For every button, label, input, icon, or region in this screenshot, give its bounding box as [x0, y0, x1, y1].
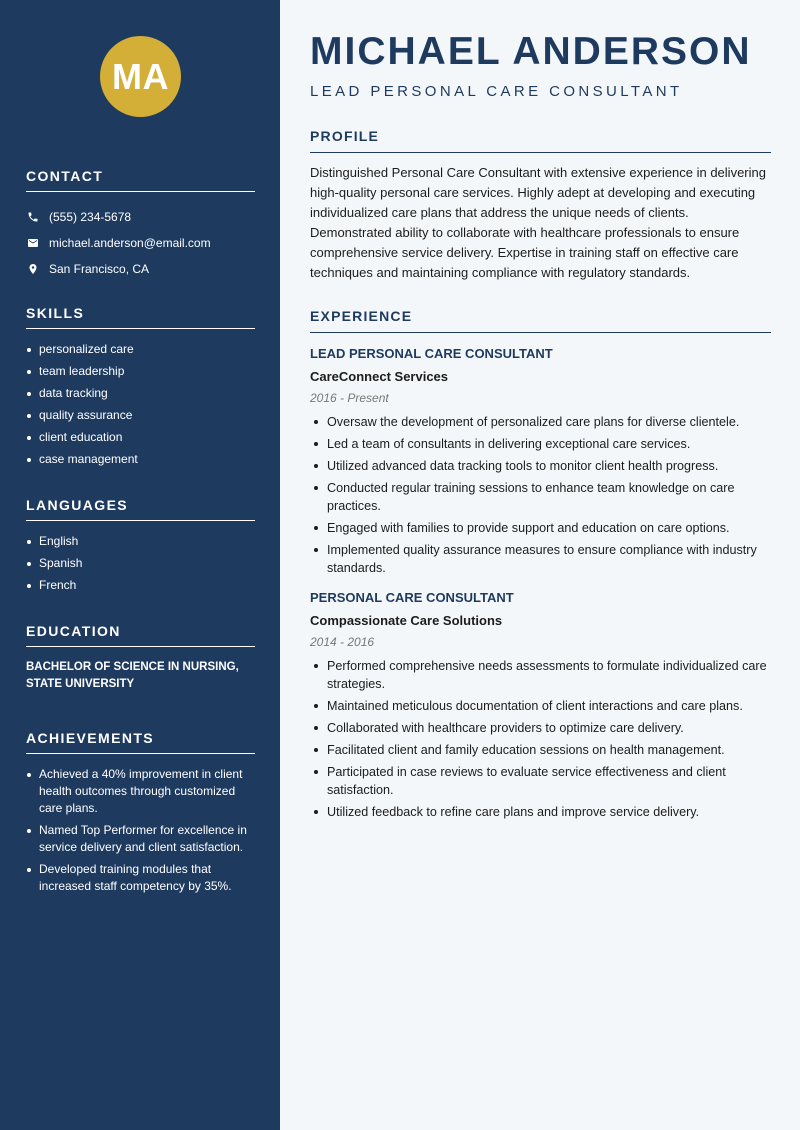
avatar-initials: MA [112, 55, 169, 97]
job-entry [310, 345, 771, 577]
skills-list [26, 341, 255, 468]
achievements-title: ACHIEVEMENTS [26, 730, 255, 754]
email-text[interactable]: michael.anderson@email.com [49, 236, 211, 250]
languages-list [26, 533, 255, 594]
location-text: San Francisco, CA [49, 262, 150, 276]
contact-phone [26, 204, 255, 230]
job-bullet: Engaged with families to provide support and education on care options. [310, 519, 771, 537]
achievements-section [26, 730, 255, 900]
job-dates: 2016 - Present [310, 391, 389, 405]
achievement-item: Named Top Performer for excellence in service delivery and client satisfaction. [26, 822, 255, 856]
skill-item: personalized care [26, 341, 255, 358]
experience-section [310, 308, 771, 825]
languages-section [26, 497, 255, 599]
job-bullet: Oversaw the development of personalized care plans for diverse clientele. [310, 413, 771, 431]
education-section [26, 623, 255, 693]
education-degree: BACHELOR OF SCIENCE IN NURSING, STATE UNIVERSITY [26, 661, 239, 690]
language-item: Spanish [26, 555, 255, 572]
achievement-item: Achieved a 40% improvement in client health outcomes through customized care plans. [26, 766, 255, 817]
job-entry [310, 589, 771, 821]
skill-item: team leadership [26, 363, 255, 380]
education-title: EDUCATION [26, 623, 255, 647]
job-bullet: Implemented quality assurance measures to ensure compliance with industry standards. [310, 541, 771, 577]
candidate-name: MICHAEL ANDERSON [310, 30, 752, 73]
skills-title: SKILLS [26, 305, 255, 329]
phone-icon [26, 211, 39, 224]
profile-section [310, 128, 771, 283]
candidate-role: LEAD PERSONAL CARE CONSULTANT [310, 83, 683, 100]
skill-item: data tracking [26, 385, 255, 402]
profile-text: Distinguished Personal Care Consultant with extensive experience in delivering high-quality personal care services. Highly adept at developing and executing individualized care plans that address the unique needs of clients. Demonstrated ability to collaborate with healthcare professionals to ensure comprehensive service delivery. Expertise in training staff on effective care techniques and maintaining compliance with regulatory standards. [310, 165, 766, 280]
phone-text[interactable]: (555) 234-5678 [49, 210, 132, 224]
sidebar [0, 0, 280, 1130]
skill-item: client education [26, 429, 255, 446]
contact-email [26, 230, 255, 256]
language-item: French [26, 577, 255, 594]
job-bullet: Utilized advanced data tracking tools to monitor client health progress. [310, 457, 771, 475]
achievements-list [26, 766, 255, 895]
profile-title: PROFILE [310, 128, 771, 153]
achievement-item: Developed training modules that increased staff competency by 35%. [26, 861, 255, 895]
languages-title: LANGUAGES [26, 497, 255, 521]
email-icon [26, 237, 39, 250]
language-item: English [26, 533, 255, 550]
location-pin-icon [26, 263, 39, 276]
job-bullet: Utilized feedback to refine care plans and improve service delivery. [310, 803, 771, 821]
skills-section [26, 305, 255, 473]
avatar [100, 36, 181, 117]
contact-location [26, 256, 255, 282]
job-bullet: Maintained meticulous documentation of client interactions and care plans. [310, 697, 771, 715]
job-company: CareConnect Services [310, 369, 449, 384]
job-bullets [310, 413, 771, 577]
contact-title: CONTACT [26, 168, 255, 192]
job-title: LEAD PERSONAL CARE CONSULTANT [310, 346, 553, 361]
experience-title: EXPERIENCE [310, 308, 771, 333]
job-bullet: Collaborated with healthcare providers to optimize care delivery. [310, 719, 771, 737]
job-bullets [310, 657, 771, 821]
job-company: Compassionate Care Solutions [310, 613, 503, 628]
job-bullet: Led a team of consultants in delivering exceptional care services. [310, 435, 771, 453]
job-bullet: Participated in case reviews to evaluate service effectiveness and client satisfaction. [310, 763, 771, 799]
skill-item: case management [26, 451, 255, 468]
job-bullet: Performed comprehensive needs assessments to formulate individualized care strategies. [310, 657, 771, 693]
job-bullet: Conducted regular training sessions to enhance team knowledge on care practices. [310, 479, 771, 515]
job-title: PERSONAL CARE CONSULTANT [310, 590, 514, 605]
job-bullet: Facilitated client and family education sessions on health management. [310, 741, 771, 759]
contact-section [26, 168, 255, 282]
job-dates: 2014 - 2016 [310, 635, 375, 649]
skill-item: quality assurance [26, 407, 255, 424]
